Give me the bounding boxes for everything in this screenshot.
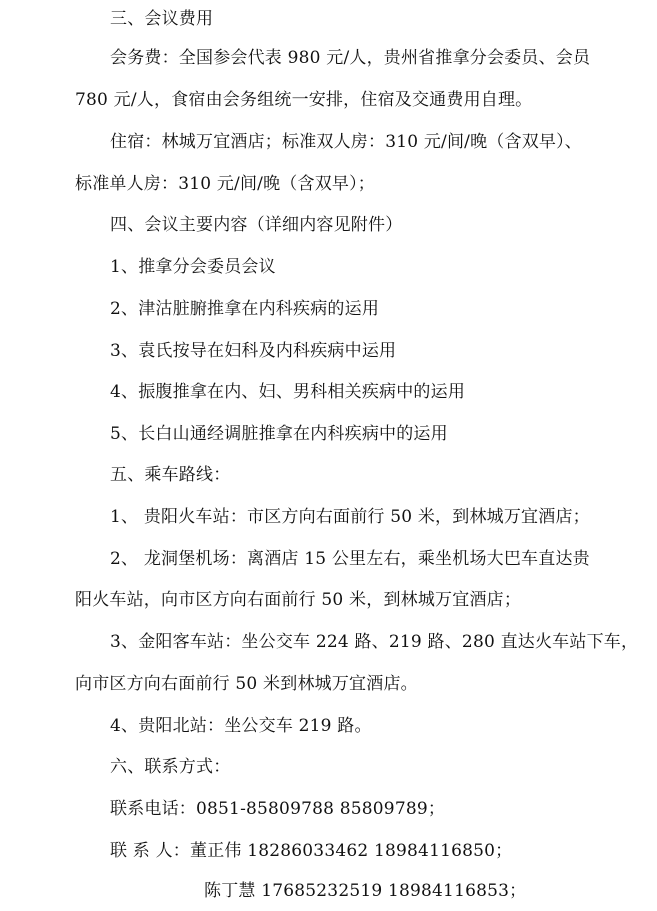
route-item-2: 2、 龙洞堡机场：离酒店 15 公里左右，乘坐机场大巴车直达贵 bbox=[110, 549, 590, 569]
content-item-3: 3、袁氏按导在妇科及内科疾病中运用 bbox=[110, 341, 397, 361]
paragraph-accommodation: 住宿：林城万宜酒店；标准双人房：310 元/间/晚（含双早）、 bbox=[110, 132, 583, 152]
section-heading-contact: 六、联系方式： bbox=[110, 757, 231, 777]
content-item-5: 5、长白山通经调脏推拿在内科疾病中的运用 bbox=[110, 424, 448, 444]
route-item-3-cont: 向市区方向右面前行 50 米到林城万宜酒店。 bbox=[75, 674, 418, 694]
section-heading-routes: 五、乘车路线： bbox=[110, 465, 231, 485]
route-item-3: 3、金阳客车站：坐公交车 224 路、219 路、280 直达火车站下车， bbox=[110, 632, 639, 652]
content-item-4: 4、振腹推拿在内、妇、男科相关疾病中的运用 bbox=[110, 382, 466, 402]
route-item-2-cont: 阳火车站，向市区方向右面前行 50 米，到林城万宜酒店； bbox=[75, 590, 522, 610]
section-heading-meeting-fees: 三、会议费用 bbox=[110, 9, 214, 29]
content-item-2: 2、津沽脏腑推拿在内科疾病的运用 bbox=[110, 299, 380, 319]
paragraph-registration-fee-cont: 780 元/人，食宿由会务组统一安排，住宿及交通费用自理。 bbox=[75, 90, 533, 110]
route-item-1: 1、 贵阳火车站：市区方向右面前行 50 米，到林城万宜酒店； bbox=[110, 507, 590, 527]
contact-person-2: 陈丁慧 17685232519 18984116853； bbox=[204, 881, 527, 901]
paragraph-accommodation-cont: 标准单人房：310 元/间/晚（含双早）； bbox=[75, 174, 376, 194]
route-item-4: 4、贵阳北站：坐公交车 219 路。 bbox=[110, 716, 372, 736]
section-heading-main-content: 四、会议主要内容（详细内容见附件） bbox=[110, 215, 403, 235]
paragraph-registration-fee: 会务费：全国参会代表 980 元/人，贵州省推拿分会委员、会员 bbox=[110, 48, 591, 68]
contact-person-1: 联 系 人：董正伟 18286033462 18984116850； bbox=[110, 841, 513, 861]
content-item-1: 1、推拿分会委员会议 bbox=[110, 257, 276, 277]
contact-phone: 联系电话：0851-85809788 85809789； bbox=[110, 799, 446, 819]
